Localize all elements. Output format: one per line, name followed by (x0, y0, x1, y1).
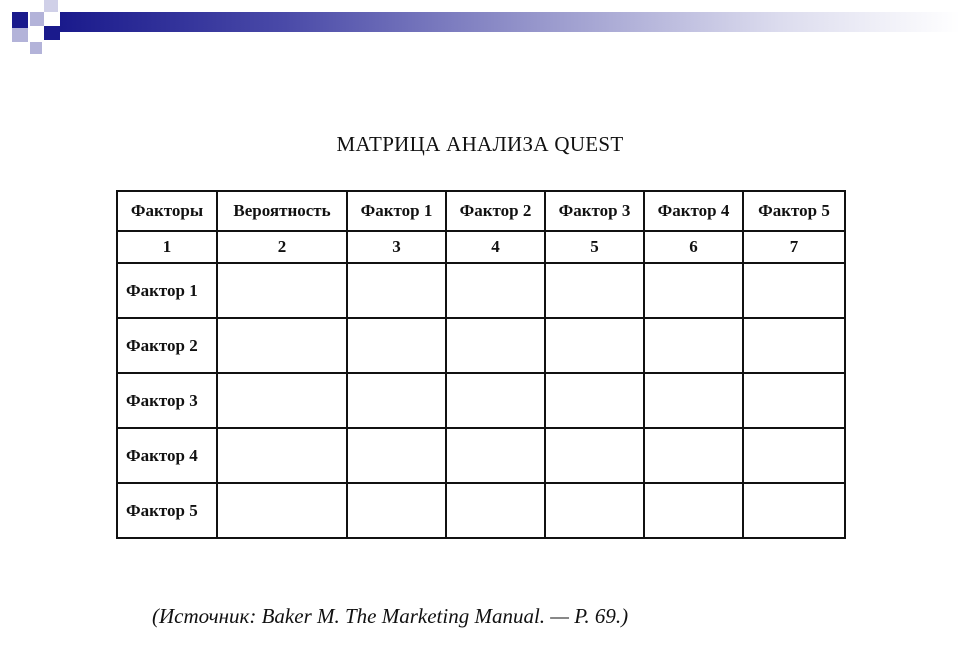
empty-cell (644, 318, 743, 373)
row-label: Фактор 1 (117, 263, 217, 318)
slide-header-decoration (0, 0, 960, 60)
table-row (117, 318, 845, 373)
empty-cell (217, 373, 347, 428)
empty-cell (446, 483, 545, 538)
empty-cell (644, 428, 743, 483)
column-number: 5 (545, 231, 644, 263)
empty-cell (217, 318, 347, 373)
column-header: Фактор 5 (743, 191, 845, 231)
decor-square (12, 28, 28, 42)
table-header-row (117, 191, 845, 231)
empty-cell (743, 263, 845, 318)
empty-cell (743, 318, 845, 373)
empty-cell (545, 318, 644, 373)
empty-cell (545, 483, 644, 538)
empty-cell (545, 373, 644, 428)
empty-cell (217, 263, 347, 318)
row-label: Фактор 4 (117, 428, 217, 483)
column-header: Вероятность (217, 191, 347, 231)
empty-cell (347, 428, 446, 483)
column-number: 2 (217, 231, 347, 263)
table-row (117, 263, 845, 318)
column-number: 4 (446, 231, 545, 263)
matrix-title: МАТРИЦА АНАЛИЗА QUEST (336, 132, 624, 156)
column-number-row (117, 231, 845, 263)
empty-cell (347, 483, 446, 538)
empty-cell (446, 318, 545, 373)
empty-cell (743, 428, 845, 483)
row-label: Фактор 5 (117, 483, 217, 538)
empty-cell (217, 483, 347, 538)
empty-cell (743, 373, 845, 428)
column-header: Фактор 1 (347, 191, 446, 231)
decor-square (30, 12, 44, 26)
column-header: Фактор 2 (446, 191, 545, 231)
empty-cell (446, 373, 545, 428)
row-label: Фактор 2 (117, 318, 217, 373)
decor-square (30, 42, 42, 54)
source-note: (Источник: Baker M. The Marketing Manual. — P. 69.) (152, 604, 629, 628)
empty-cell (644, 263, 743, 318)
column-header: Фактор 3 (545, 191, 644, 231)
column-number: 3 (347, 231, 446, 263)
decor-square (44, 0, 58, 12)
empty-cell (347, 373, 446, 428)
decor-square (12, 12, 28, 28)
quest-matrix-table (116, 190, 846, 539)
empty-cell (545, 263, 644, 318)
column-number: 1 (117, 231, 217, 263)
empty-cell (446, 263, 545, 318)
table-row (117, 373, 845, 428)
empty-cell (545, 428, 644, 483)
table-row (117, 483, 845, 538)
empty-cell (347, 318, 446, 373)
empty-cell (217, 428, 347, 483)
empty-cell (743, 483, 845, 538)
header-gradient-bar (60, 12, 960, 32)
row-label: Фактор 3 (117, 373, 217, 428)
column-number: 7 (743, 231, 845, 263)
decor-square (44, 26, 60, 40)
empty-cell (644, 483, 743, 538)
table-row (117, 428, 845, 483)
empty-cell (347, 263, 446, 318)
column-header: Факторы (117, 191, 217, 231)
column-header: Фактор 4 (644, 191, 743, 231)
empty-cell (644, 373, 743, 428)
empty-cell (446, 428, 545, 483)
column-number: 6 (644, 231, 743, 263)
